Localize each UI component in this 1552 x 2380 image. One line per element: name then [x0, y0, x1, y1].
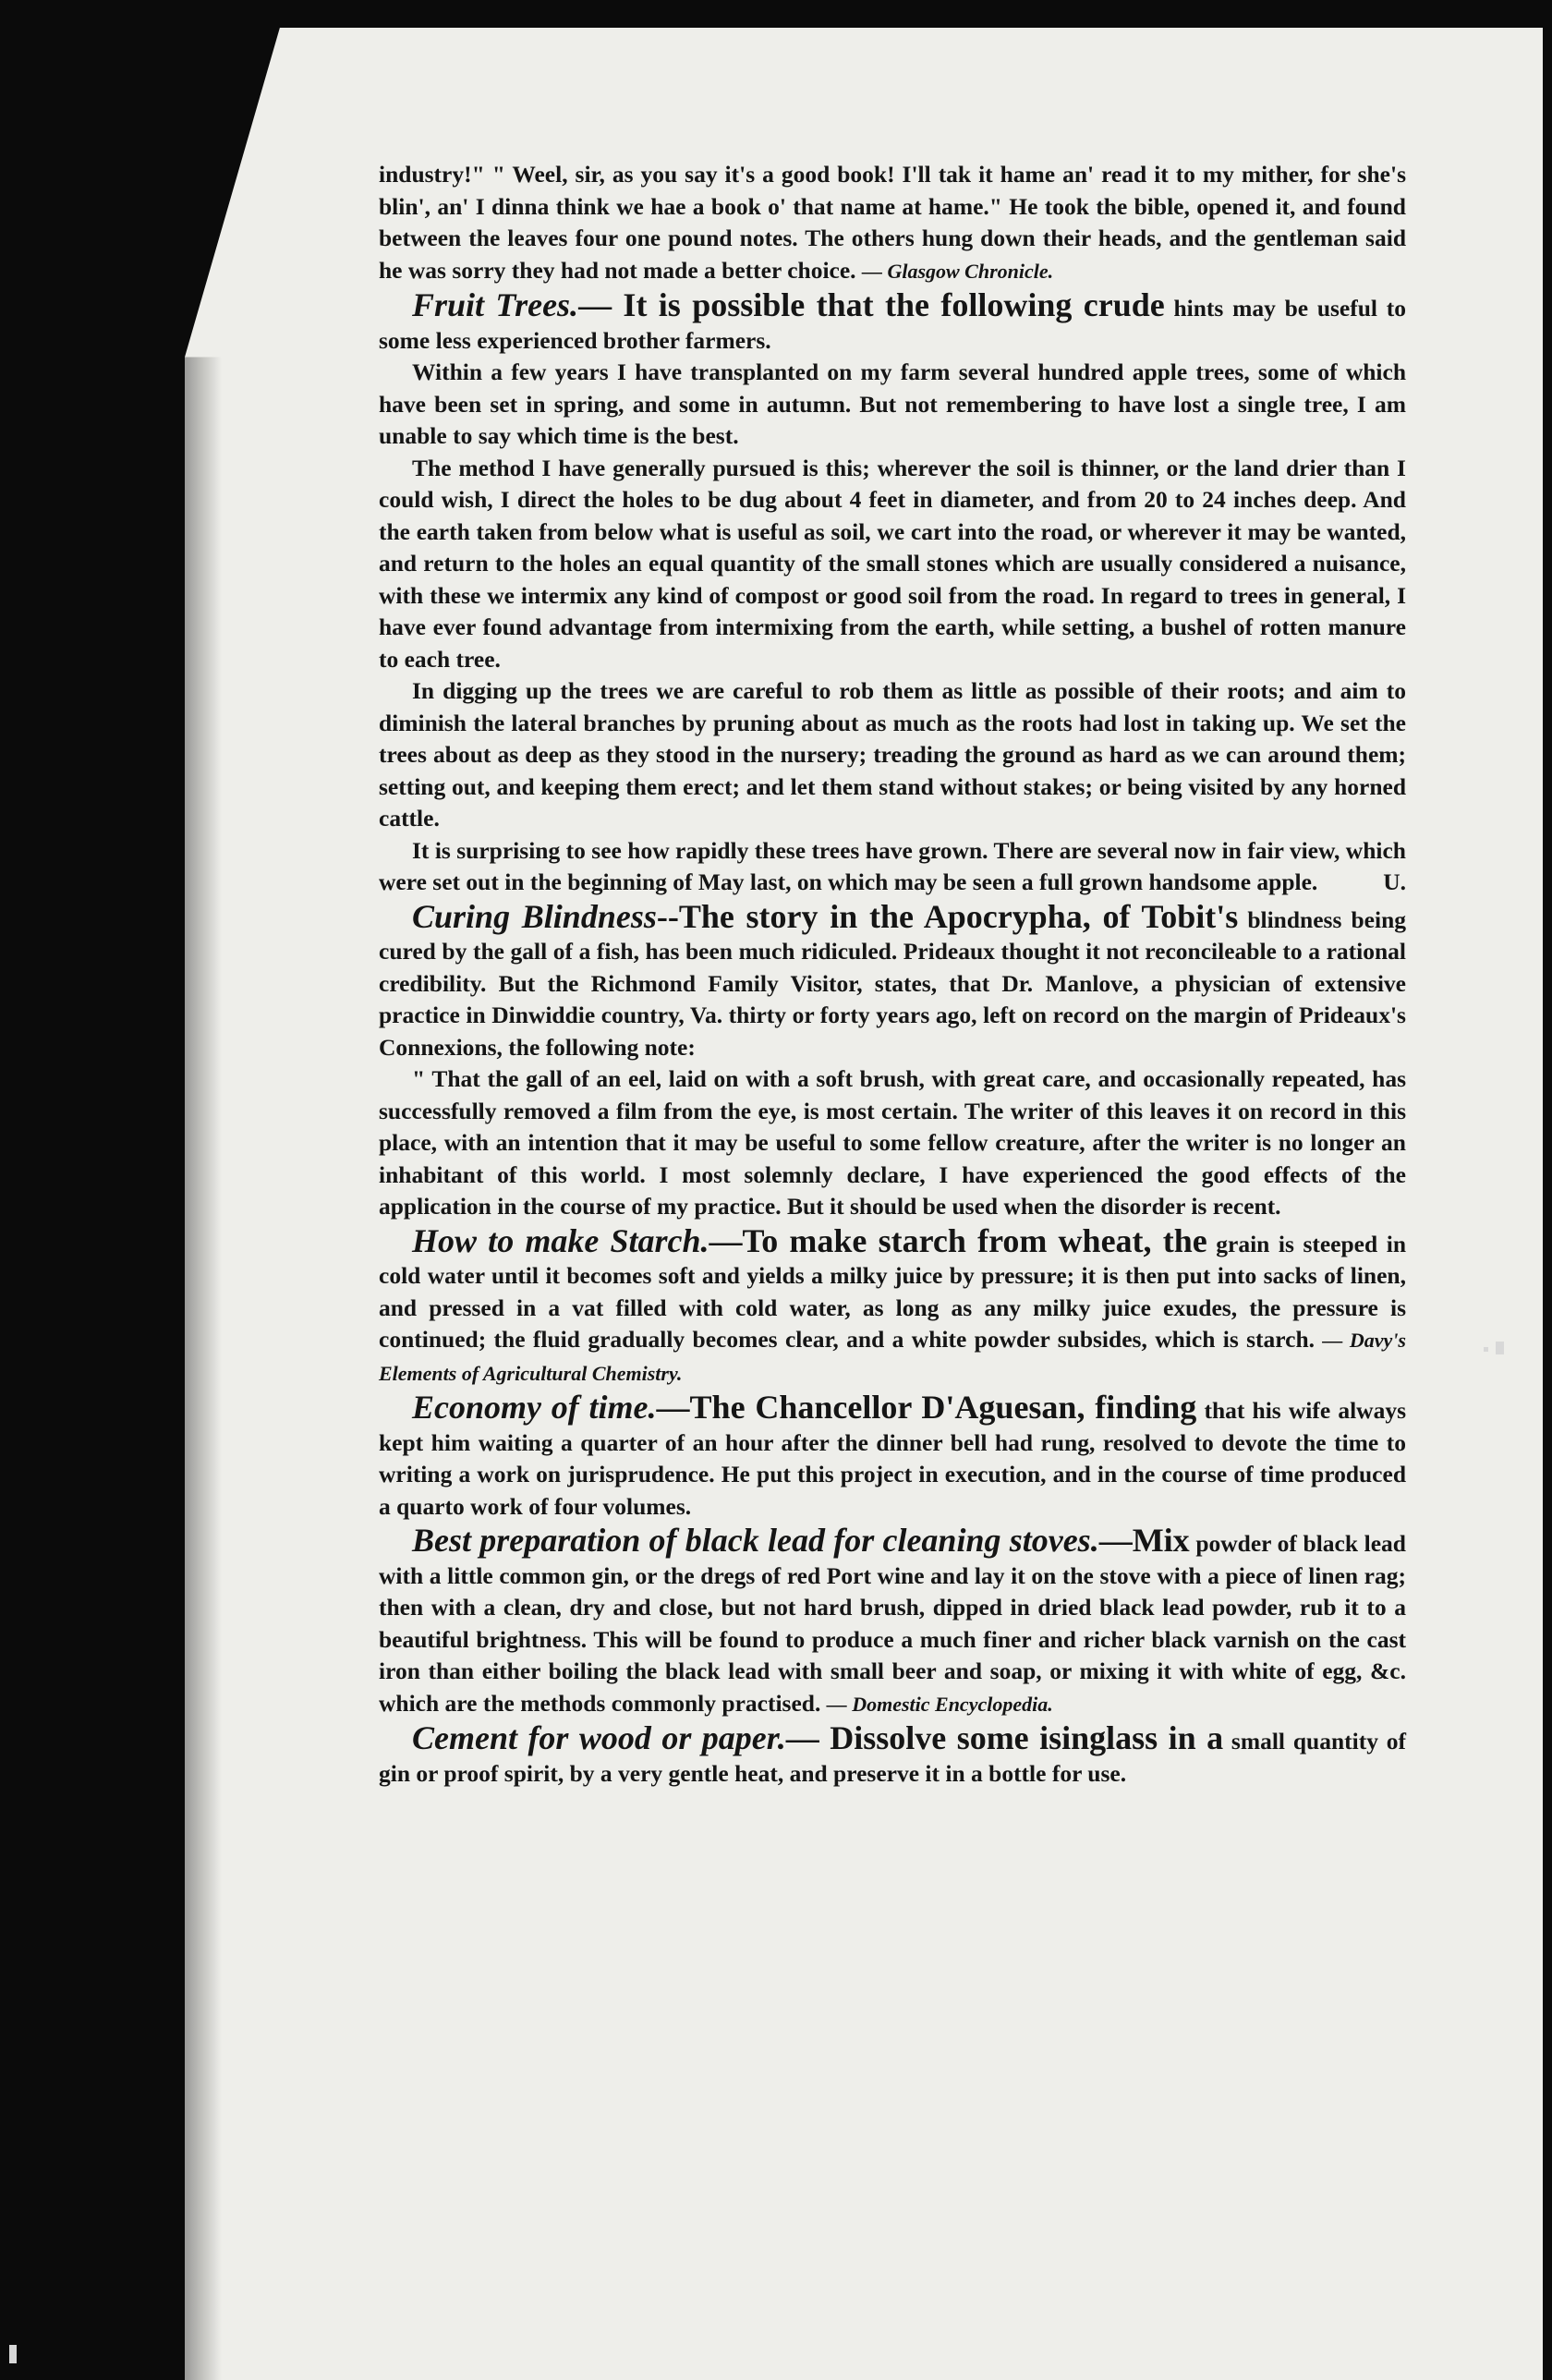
fruit-trees-paragraph: The method I have generally pursued is this; wherever the soil is thinner, or the land drier than I could wish, I direct the holes to be dug about 4 feet in diameter, and from 20 to 24 inches deep. And the earth taken from below what is useful as soil, we cart into the road, or wherever it may be wanted, and return to the holes an equal quantity of the small stones which are usually considered a nuisance, with these we intermix any kind of compost or good soil from the road. In regard to trees in general, I have ever found advantage from intermixing from the earth, while setting, a bushel of rotten manure to each tree. [379, 454, 1406, 673]
fruit-trees-heading: Fruit Trees. [412, 286, 579, 323]
starch-source: — Davy's Elements of Agricultural Chemistry. [379, 1329, 1406, 1385]
cement-text: small quantity of gin or proof spirit, by a very gentle heat, and preserve it in a bottle for use. [379, 1728, 1407, 1787]
margin-speck [1496, 1342, 1504, 1354]
article-black-lead [379, 1524, 1406, 1720]
fruit-trees-closing-text: It is surprising to see how rapidly these trees have grown. There are several now in fair view, which were set out in the beginning of May last, on which may be seen a full grown handsome apple. [379, 836, 1406, 895]
article-cement [379, 1719, 1407, 1790]
article-curing-blindness [379, 897, 1406, 1064]
economy-text: that his wife always kept him waiting a quarter of an hour after the dinner bell had rung, resolved to devote the time to writing a work on jurisprudence. He put this project in execution, and in the course of time produced a quarto work of four volumes. [379, 1397, 1407, 1520]
starch-heading: How to make Starch. [412, 1221, 709, 1259]
text-column [379, 159, 1406, 1790]
economy-lead: —The Chancellor D'Aguesan, finding [656, 1389, 1197, 1426]
black-lead-heading: Best preparation of black lead for cleaning stoves. [412, 1522, 1099, 1559]
intro-text: industry!" " Weel, sir, as you say it's a good book! I'll tak it hame an' read it to my mither, for she's blin', an' I dinna think we hae a book o' that name at hame." He took the bible, opened it, and found between the leaves four one pound notes. The others hung down their heads, and the gentleman said he was sorry they had not made a better choice. [379, 161, 1406, 284]
economy-heading: Economy of time. [412, 1389, 657, 1426]
starch-text: grain is steeped in cold water until it becomes soft and yields a milky juice by pressure; it is then put into sacks of linen, and pressed in a vat filled with cold water, as long as any milky juice exudes, the pressure is continued; the fluid gradually becomes clear, and a white powder subsides, which is starch. [379, 1230, 1406, 1353]
film-speck [9, 2345, 17, 2363]
curing-blindness-lead: --The story in the Apocrypha, of Tobit's [656, 897, 1239, 935]
margin-speck [1484, 1347, 1488, 1352]
cement-lead: — Dissolve some isinglass in a [785, 1719, 1224, 1756]
starch-lead: —To make starch from wheat, the [709, 1221, 1207, 1259]
black-lead-lead: —Mix [1098, 1522, 1190, 1559]
fruit-trees-paragraph: In digging up the trees we are careful to rob them as little as possible of their roots; and aim to diminish the lateral branches by pruning about as much as the roots had lost in taking up. We set the trees about as deep as they stood in the nursery; treading the ground as hard as we can around them; setting out, and keeping them erect; and let them stand without stakes; or being visited by any horned cattle. [379, 677, 1406, 832]
fruit-trees-paragraph [379, 835, 1406, 899]
page-edge-shadow [185, 28, 222, 2380]
black-lead-text: powder of black lead with a little common gin, or the dregs of red Port wine and lay it on the stove with a piece of linen rag; then with a clean, dry and close, but not hard brush, dipped in dried black lead powder, rub it to a beautiful brightness. This will be found to produce a much finer and richer black varnish on the cast iron than either boiling the black lead with small beer and soap, or mixing it with white of egg, &c. which are the methods commonly practised. [379, 1530, 1406, 1717]
fruit-trees-text: hints may be useful to some less experienced brother farmers. [379, 295, 1406, 354]
black-lead-source: — Domestic Encyclopedia. [826, 1692, 1053, 1716]
article-fruit-trees [379, 286, 1406, 357]
intro-source: — Glasgow Chronicle. [861, 259, 1054, 283]
article-starch [379, 1221, 1406, 1390]
cement-heading: Cement for wood or paper. [412, 1719, 786, 1756]
fruit-trees-signature: U. [1383, 868, 1406, 895]
curing-blindness-quote: " That the gall of an eel, laid on with a soft brush, with great care, and occasionally repeated, has successfully removed a film from the eye, is most certain. The writer of this leaves it on record in this place, with an intention that it may be useful to some fellow creature, after the writer is no longer an inhabitant of this world. I most solemnly declare, I have experienced the good effects of the application in the course of my practice. But it should be used when the disorder is recent. [379, 1065, 1406, 1220]
curing-blindness-text: blindness being cured by the gall of a fish, has been much ridiculed. Prideaux thought it not reconcileable to a rational credibility. But the Richmond Family Visitor, states, that Dr. Manlove, a physician of extensive practice in Dinwiddie country, Va. thirty or forty years ago, left on record on the margin of Prideaux's Connexions, the following note: [379, 905, 1406, 1061]
article-economy-of-time [379, 1391, 1406, 1523]
curing-blindness-heading: Curing Blindness [412, 897, 657, 935]
fruit-trees-paragraph: Within a few years I have transplanted on my farm several hundred apple trees, some of which have been set in spring, and some in autumn. But not remembering to have lost a single tree, I am unable to say which time is the best. [379, 358, 1406, 449]
article-intro-paragraph [379, 159, 1406, 287]
fruit-trees-lead: — It is possible that the following crude [578, 286, 1165, 323]
